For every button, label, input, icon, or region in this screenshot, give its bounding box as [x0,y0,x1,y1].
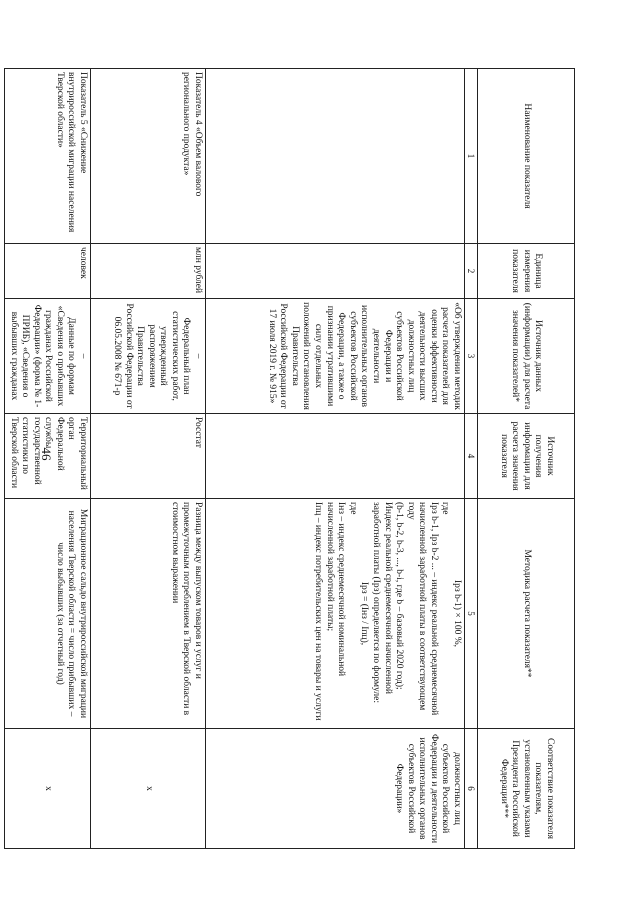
header-compliance: Соответствие показателя показателям, установленным указами Президента Российской Федерации*** [478,729,575,849]
header-unit: Единица измерения показателя [478,244,575,299]
row1-unit [206,244,465,299]
row3-compliance: х [4,729,90,849]
row1-method-where2: где [347,502,358,515]
page-number: 46 [39,447,54,461]
row3-data-source: Данные по формам «Сведения о прибывших гражданах Российской Федерации» (форма № 1-ПРИБ), «Сведения о выбывших гражданах [8,304,77,408]
row1-method-where1: где [440,502,451,515]
row1-data-source: «Об утверждении методик расчета показателей для оценки эффективности деятельности высших должностных лиц субъектов Российской Федерации и деятельности исполнительных органов субъектов Российской Федерации, а также о признании утратившими силу отдельных положений постановления Правительства Российской Федерации от 17 июля 2019 г. № 915» [206,299,465,414]
row3-data-source-cell [4,299,90,414]
row1-method-formula: Iрз b-1) × 100 %, [452,579,462,647]
row3-unit: человек [4,244,90,299]
header-method: Методика расчета показателя** [478,499,575,729]
header-row [478,69,575,849]
col-number-5: 5 [465,499,478,729]
col-number-3: 3 [465,299,478,414]
header-info-source: Источник получения информации для расчета значения показателя [478,414,575,499]
row2-unit: млн рублей [91,244,206,299]
col-number-6: 6 [465,729,478,849]
col-number-2: 2 [465,244,478,299]
row1-method-line1: Iрз b-1, Iрз b-2 ... – индекс реальной среднемесячной начисленной заработной платы в соответствующем году [405,502,439,716]
row1-method-formula2: Iрз = (Iнз / Iпц), [359,581,370,646]
col-number-1: 1 [465,69,478,244]
header-name: Наименование показателя [478,69,575,244]
row2-data-source-cell [91,299,206,414]
col-number-4: 4 [465,414,478,499]
table-row [91,69,206,849]
row1-method [206,499,465,729]
table-row [4,69,90,849]
row2-data-source: Федеральный план статистических работ, утвержденный распоряжением Правительства Российской Федерации от 06.05.2008 № 671-р [111,303,192,409]
row1-compliance: должностных лиц субъектов Российской Федерации и деятельности исполнительных органов субъектов Российской Федерации» [206,729,465,849]
row3-name: Показатель 5 «Снижение внутрироссийской миграции населения Тверской области» [4,69,90,244]
row2-name: Показатель 4 «Объем валового регионального продукта» [91,69,206,244]
row1-method-line3: Индекс реальной среднемесячной начисленной заработной платы (Iрз) определяется по формуле: [370,502,393,703]
row1-method-line2: (b-1, b-2, b-3, ..., b-i, где b – базовый 2020 год); [394,502,405,690]
column-number-row [465,69,478,849]
indicators-table [4,68,575,849]
header-data-source: Источник данных (информации) для расчета значения показателей* [478,299,575,414]
row2-method: Разница между выпуском товаров и услуг и промежуточным потреблением в Тверской области в стоимостном выражении [91,499,206,729]
row2-info-source: Росстат [91,414,206,499]
row2-compliance: х [91,729,206,849]
table-row [206,69,465,849]
row3-info-source: Территориальный орган Федеральной службы государственной статистики по Тверской области [4,414,90,499]
row3-method: Миграционное сальдо внутрироссийской миграции населения Тверской области = число прибывших – число выбывших (за отчетный год) [4,499,90,729]
row1-method-line4: Iнз – индекс среднемесячной номинальной начисленной заработной платы; [324,502,347,677]
row2-data-source-dash: – [193,353,203,359]
row1-method-line5: Iпц – индекс потребительских цен на товары и услуги [313,502,324,721]
row3-data-source-dash: – [78,353,88,359]
row1-name [206,69,465,244]
row1-info-source [206,414,465,499]
